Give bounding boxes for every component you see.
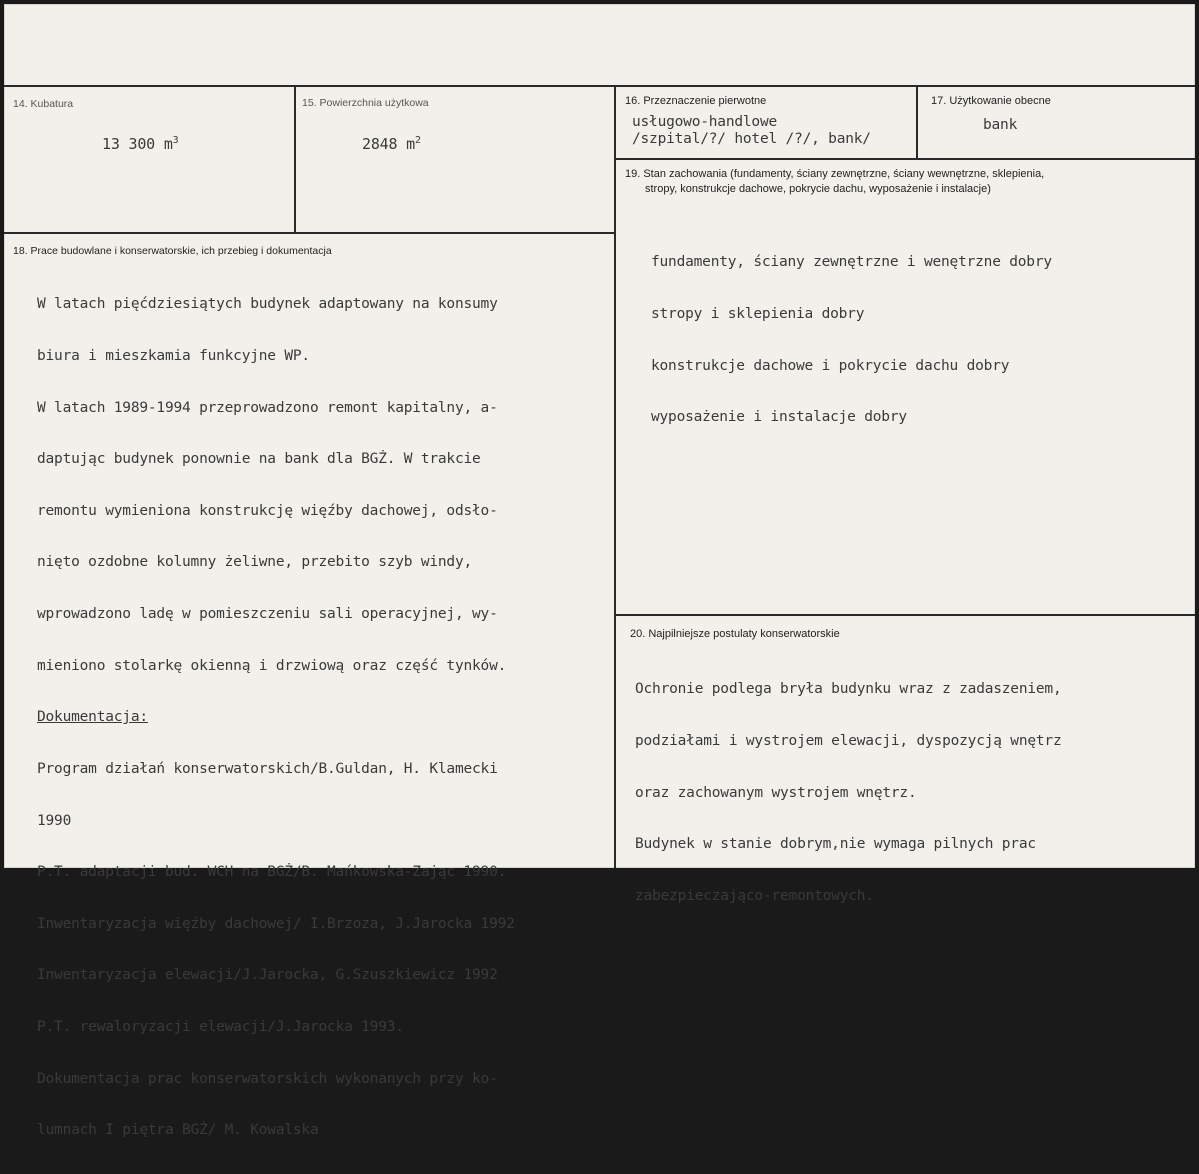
field-19-label-line2: stropy, konstrukcje dachowe, pokrycie dachu, wyposażenie i instalacje) [645,183,991,195]
field-18-line: wprowadzono ladę w pomieszczeniu sali operacyjnej, wy- [37,606,498,623]
divider-main [614,86,616,868]
documentation-line: lumnach I piętra BGŻ/ M. Kowalska [37,1122,319,1139]
field-15-number: 2848 m [362,135,415,153]
field-18-line: nięto ozdobne kolumny żeliwne, przebito szyb windy, [37,554,473,571]
field-18-line: daptując budynek ponownie na bank dla BGŻ. W trakcie [37,451,481,468]
documentation-line: 1990 [37,812,72,829]
field-20-line: Budynek w stanie dobrym,nie wymaga pilnych prac [635,836,1036,853]
field-18-text [37,262,515,1174]
rule-right-19-20 [616,614,1195,616]
documentation-line: Dokumentacja prac konserwatorskich wykonanych przy ko- [37,1070,498,1087]
documentation-line: P.T. adaptacji bud. WCH na BGŻ/B. Mańkowska-Zając 1990. [37,864,507,881]
field-16-line: /szpital/?/ hotel /?/, bank/ [632,131,871,148]
record-card [4,4,1195,1139]
field-14-number: 13 300 m [102,135,173,153]
field-15-value [362,132,421,153]
field-19-text [651,220,1052,461]
field-19-line: stropy i sklepienia dobry [651,306,865,323]
field-17-label: 17. Użytkowanie obecne [931,95,1051,107]
rule-left-mid [4,232,616,234]
rule-right-16-19 [616,158,1195,160]
field-19-line: konstrukcje dachowe i pokrycie dachu dobry [651,357,1010,374]
field-18-line: W latach pięćdziesiątych budynek adaptowany na konsumy [37,296,498,313]
documentation-line: Program działań konserwatorskich/B.Guldan, H. Klamecki [37,760,498,777]
field-20-line: Ochronie podlega bryła budynku wraz z zadaszeniem, [635,681,1062,698]
field-18-line: mieniono stolarkę okienną i drzwiową oraz część tynków. [37,657,507,674]
field-19-line: fundamenty, ściany zewnętrzne i wenętrzne dobry [651,254,1052,271]
divider-16-17 [916,86,918,158]
field-18-line: W latach 1989-1994 przeprowadzono remont kapitalny, a- [37,399,498,416]
field-20-label: 20. Najpilniejsze postulaty konserwatorskie [630,628,840,640]
documentation-line: Inwentaryzacja więźby dachowej/ I.Brzoza, J.Jarocka 1992 [37,915,515,932]
documentation-heading: Dokumentacja: [37,709,148,726]
field-15-unit-exponent: 2 [415,135,421,146]
field-14-value [102,132,178,153]
field-15-label: 15. Powierzchnia użytkowa [302,97,429,109]
field-16-label: 16. Przeznaczenie pierwotne [625,95,767,107]
field-16-value [632,114,871,148]
documentation-line: P.T. rewaloryzacji elewacji/J.Jarocka 1993. [37,1018,404,1035]
field-18-label: 18. Prace budowlane i konserwatorskie, ich przebieg i dokumentacja [13,245,332,257]
field-16-line: usługowo-handlowe [632,114,778,130]
field-18-line: remontu wymieniona konstrukcję więźby dachowej, odsło- [37,502,498,519]
field-14-unit-exponent: 3 [172,135,179,146]
field-19-label-line1: 19. Stan zachowania (fundamenty, ściany zewnętrzne, ściany wewnętrzne, sklepienia, [625,168,1045,180]
field-18-line: biura i mieszkamia funkcyjne WP. [37,348,310,365]
field-20-text [635,647,1062,939]
field-17-value: bank [983,117,1018,133]
field-20-line: zabezpieczająco-remontowych. [635,887,874,904]
field-19-line: wyposażenie i instalacje dobry [651,409,907,426]
field-14-label: 14. Kubatura [13,98,74,110]
field-20-line: podziałami i wystrojem elewacji, dyspozycją wnętrz [635,733,1062,750]
divider-14-15 [294,86,296,232]
field-20-line: oraz zachowanym wystrojem wnętrz. [635,784,917,801]
documentation-line: Inwentaryzacja elewacji/J.Jarocka, G.Szuszkiewicz 1992 [37,967,498,984]
top-rule [4,85,1195,87]
